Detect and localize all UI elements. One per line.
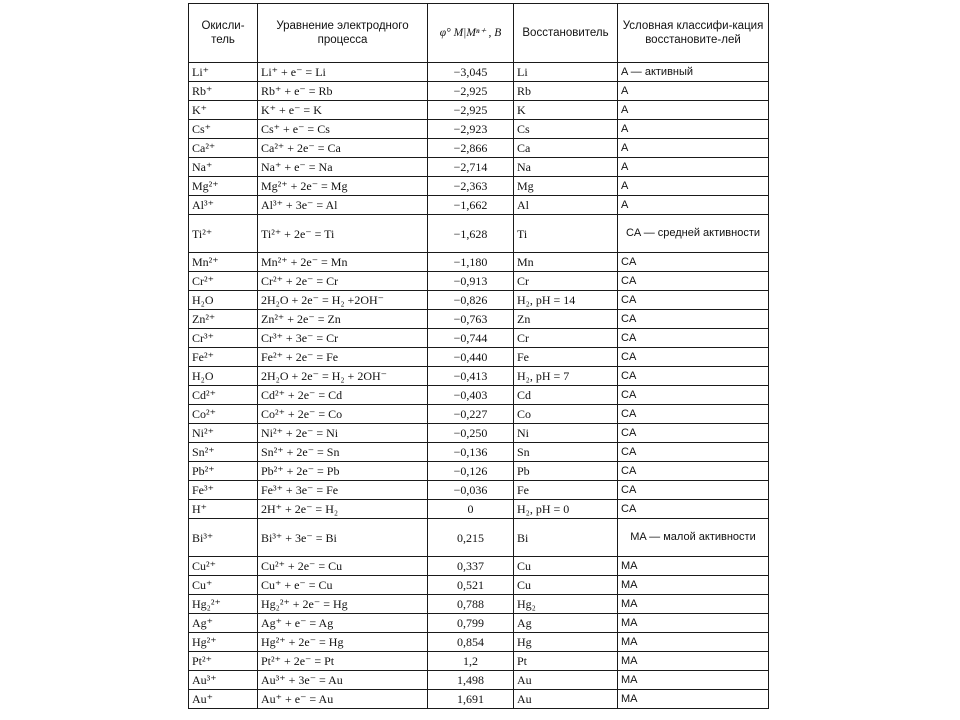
equation-cell: Fe³⁺ + 3e⁻ = Fe: [258, 481, 428, 500]
reducer-cell: Rb: [514, 82, 618, 101]
potential-cell: −1,180: [428, 253, 514, 272]
table-row: [189, 519, 769, 557]
table-row: [189, 424, 769, 443]
table-row: [189, 120, 769, 139]
equation-cell: 2H₂O + 2e⁻ = H₂ +2OH⁻: [258, 291, 428, 310]
reducer-cell: H₂, pH = 0: [514, 500, 618, 519]
classification-cell: MA: [618, 633, 769, 652]
equation-cell: Rb⁺ + e⁻ = Rb: [258, 82, 428, 101]
equation-cell: Co²⁺ + 2e⁻ = Co: [258, 405, 428, 424]
oxidizer-cell: Au³⁺: [189, 671, 258, 690]
oxidizer-cell: Sn²⁺: [189, 443, 258, 462]
equation-cell: 2H⁺ + 2e⁻ = H₂: [258, 500, 428, 519]
header-equation: Уравнение электродного процесса: [258, 4, 428, 63]
table-row: [189, 690, 769, 709]
header-potential: φ° M|Mⁿ⁺ , B: [428, 4, 514, 63]
potential-cell: −2,923: [428, 120, 514, 139]
equation-cell: Pt²⁺ + 2e⁻ = Pt: [258, 652, 428, 671]
reducer-cell: Mg: [514, 177, 618, 196]
oxidizer-cell: Fe³⁺: [189, 481, 258, 500]
reducer-cell: Cr: [514, 329, 618, 348]
oxidizer-cell: Mg²⁺: [189, 177, 258, 196]
table-row: [189, 367, 769, 386]
reducer-cell: Cd: [514, 386, 618, 405]
equation-cell: Ni²⁺ + 2e⁻ = Ni: [258, 424, 428, 443]
oxidizer-cell: Au⁺: [189, 690, 258, 709]
classification-cell: A — активный: [618, 63, 769, 82]
classification-cell: MA: [618, 652, 769, 671]
equation-cell: Au⁺ + e⁻ = Au: [258, 690, 428, 709]
oxidizer-cell: Cr³⁺: [189, 329, 258, 348]
table-row: [189, 557, 769, 576]
potential-cell: 0,521: [428, 576, 514, 595]
table-row: [189, 633, 769, 652]
reducer-cell: Cu: [514, 576, 618, 595]
table-body: [189, 63, 769, 709]
table-row: [189, 253, 769, 272]
equation-cell: Mn²⁺ + 2e⁻ = Mn: [258, 253, 428, 272]
oxidizer-cell: Hg₂²⁺: [189, 595, 258, 614]
oxidizer-cell: Ni²⁺: [189, 424, 258, 443]
reducer-cell: Au: [514, 690, 618, 709]
equation-cell: 2H₂O + 2e⁻ = H₂ + 2OH⁻: [258, 367, 428, 386]
table-row: [189, 177, 769, 196]
table-row: [189, 386, 769, 405]
classification-cell: A: [618, 120, 769, 139]
oxidizer-cell: Pt²⁺: [189, 652, 258, 671]
equation-cell: Al³⁺ + 3e⁻ = Al: [258, 196, 428, 215]
table-row: [189, 329, 769, 348]
oxidizer-cell: Na⁺: [189, 158, 258, 177]
equation-cell: Ag⁺ + e⁻ = Ag: [258, 614, 428, 633]
reducer-cell: H₂, pH = 7: [514, 367, 618, 386]
oxidizer-cell: Cu⁺: [189, 576, 258, 595]
classification-cell: MA: [618, 690, 769, 709]
potential-cell: −2,866: [428, 139, 514, 158]
potential-cell: −0,413: [428, 367, 514, 386]
classification-cell: CA: [618, 443, 769, 462]
classification-cell: A: [618, 101, 769, 120]
header-oxidizer: Окисли-тель: [189, 4, 258, 63]
oxidizer-cell: Cs⁺: [189, 120, 258, 139]
reducer-cell: Al: [514, 196, 618, 215]
reducer-cell: Hg: [514, 633, 618, 652]
potential-cell: 0,788: [428, 595, 514, 614]
equation-cell: Bi³⁺ + 3e⁻ = Bi: [258, 519, 428, 557]
classification-cell: CA: [618, 329, 769, 348]
potential-cell: −2,925: [428, 82, 514, 101]
table-row: [189, 576, 769, 595]
oxidizer-cell: Hg²⁺: [189, 633, 258, 652]
reducer-cell: Cu: [514, 557, 618, 576]
equation-cell: Sn²⁺ + 2e⁻ = Sn: [258, 443, 428, 462]
classification-cell: MA: [618, 671, 769, 690]
reducer-cell: Zn: [514, 310, 618, 329]
classification-cell: A: [618, 139, 769, 158]
potential-cell: 1,498: [428, 671, 514, 690]
reducer-cell: Cs: [514, 120, 618, 139]
equation-cell: Na⁺ + e⁻ = Na: [258, 158, 428, 177]
oxidizer-cell: Ca²⁺: [189, 139, 258, 158]
oxidizer-cell: Cr²⁺: [189, 272, 258, 291]
header-classification: Условная классифи-кация восстановите-лей: [618, 4, 769, 63]
reducer-cell: Sn: [514, 443, 618, 462]
equation-cell: Cr³⁺ + 3e⁻ = Cr: [258, 329, 428, 348]
table-row: [189, 82, 769, 101]
oxidizer-cell: Cu²⁺: [189, 557, 258, 576]
reducer-cell: Au: [514, 671, 618, 690]
table-row: [189, 101, 769, 120]
equation-cell: Zn²⁺ + 2e⁻ = Zn: [258, 310, 428, 329]
potential-cell: −0,403: [428, 386, 514, 405]
equation-cell: Cs⁺ + e⁻ = Cs: [258, 120, 428, 139]
header-reducer: Восстановитель: [514, 4, 618, 63]
equation-cell: K⁺ + e⁻ = K: [258, 101, 428, 120]
oxidizer-cell: Cd²⁺: [189, 386, 258, 405]
potential-cell: −0,440: [428, 348, 514, 367]
reducer-cell: Cr: [514, 272, 618, 291]
potential-cell: −0,250: [428, 424, 514, 443]
classification-cell: CA: [618, 272, 769, 291]
table-row: [189, 63, 769, 82]
equation-cell: Li⁺ + e⁻ = Li: [258, 63, 428, 82]
oxidizer-cell: Mn²⁺: [189, 253, 258, 272]
potential-cell: −0,826: [428, 291, 514, 310]
classification-cell: CA: [618, 500, 769, 519]
potential-cell: 1,691: [428, 690, 514, 709]
table-row: [189, 595, 769, 614]
equation-cell: Hg²⁺ + 2e⁻ = Hg: [258, 633, 428, 652]
classification-cell: A: [618, 158, 769, 177]
classification-cell: A: [618, 82, 769, 101]
classification-cell: MA: [618, 595, 769, 614]
oxidizer-cell: Ag⁺: [189, 614, 258, 633]
equation-cell: Mg²⁺ + 2e⁻ = Mg: [258, 177, 428, 196]
equation-cell: Cu²⁺ + 2e⁻ = Cu: [258, 557, 428, 576]
table-row: [189, 443, 769, 462]
table-row: [189, 481, 769, 500]
table-header-row: [189, 4, 769, 63]
table-row: [189, 139, 769, 158]
classification-cell: CA: [618, 348, 769, 367]
table-row: [189, 310, 769, 329]
reducer-cell: Pb: [514, 462, 618, 481]
classification-cell: CA: [618, 310, 769, 329]
potential-cell: 0,215: [428, 519, 514, 557]
potential-cell: −0,136: [428, 443, 514, 462]
oxidizer-cell: Li⁺: [189, 63, 258, 82]
equation-cell: Cu⁺ + e⁻ = Cu: [258, 576, 428, 595]
equation-cell: Pb²⁺ + 2e⁻ = Pb: [258, 462, 428, 481]
reducer-cell: Hg₂: [514, 595, 618, 614]
classification-cell: CA: [618, 481, 769, 500]
equation-cell: Ti²⁺ + 2e⁻ = Ti: [258, 215, 428, 253]
reducer-cell: Ag: [514, 614, 618, 633]
classification-cell: A: [618, 177, 769, 196]
potential-cell: −0,227: [428, 405, 514, 424]
table-row: [189, 348, 769, 367]
oxidizer-cell: H⁺: [189, 500, 258, 519]
table-row: [189, 462, 769, 481]
potential-cell: −3,045: [428, 63, 514, 82]
potential-cell: −1,662: [428, 196, 514, 215]
potential-cell: 1,2: [428, 652, 514, 671]
classification-cell: MA: [618, 614, 769, 633]
table-row: [189, 405, 769, 424]
potential-cell: 0,799: [428, 614, 514, 633]
oxidizer-cell: Pb²⁺: [189, 462, 258, 481]
table-row: [189, 215, 769, 253]
equation-cell: Fe²⁺ + 2e⁻ = Fe: [258, 348, 428, 367]
classification-cell: CA — средней активности: [618, 215, 769, 253]
reducer-cell: Na: [514, 158, 618, 177]
classification-cell: CA: [618, 462, 769, 481]
table-row: [189, 652, 769, 671]
potential-table-sheet: [188, 3, 768, 709]
equation-cell: Cd²⁺ + 2e⁻ = Cd: [258, 386, 428, 405]
classification-cell: CA: [618, 386, 769, 405]
reducer-cell: Fe: [514, 481, 618, 500]
potential-cell: 0,337: [428, 557, 514, 576]
equation-cell: Cr²⁺ + 2e⁻ = Cr: [258, 272, 428, 291]
classification-cell: A: [618, 196, 769, 215]
reducer-cell: Bi: [514, 519, 618, 557]
potential-cell: −2,714: [428, 158, 514, 177]
oxidizer-cell: K⁺: [189, 101, 258, 120]
classification-cell: CA: [618, 405, 769, 424]
potential-cell: −0,744: [428, 329, 514, 348]
potential-cell: −0,763: [428, 310, 514, 329]
table-row: [189, 671, 769, 690]
oxidizer-cell: Rb⁺: [189, 82, 258, 101]
reducer-cell: Li: [514, 63, 618, 82]
reducer-cell: Ca: [514, 139, 618, 158]
reducer-cell: Ni: [514, 424, 618, 443]
reducer-cell: Ti: [514, 215, 618, 253]
classification-cell: CA: [618, 367, 769, 386]
classification-cell: CA: [618, 291, 769, 310]
table-row: [189, 291, 769, 310]
potential-cell: −0,126: [428, 462, 514, 481]
reducer-cell: H₂, pH = 14: [514, 291, 618, 310]
potential-cell: −2,363: [428, 177, 514, 196]
table-row: [189, 500, 769, 519]
oxidizer-cell: Ti²⁺: [189, 215, 258, 253]
oxidizer-cell: Zn²⁺: [189, 310, 258, 329]
potential-cell: −0,036: [428, 481, 514, 500]
classification-cell: MA: [618, 557, 769, 576]
classification-cell: MA: [618, 576, 769, 595]
reducer-cell: Fe: [514, 348, 618, 367]
table-row: [189, 272, 769, 291]
electrode-potential-table: [188, 3, 769, 709]
potential-cell: −0,913: [428, 272, 514, 291]
potential-cell: −1,628: [428, 215, 514, 253]
classification-cell: CA: [618, 253, 769, 272]
reducer-cell: Pt: [514, 652, 618, 671]
oxidizer-cell: Fe²⁺: [189, 348, 258, 367]
oxidizer-cell: Al³⁺: [189, 196, 258, 215]
equation-cell: Hg₂²⁺ + 2e⁻ = Hg: [258, 595, 428, 614]
potential-cell: 0,854: [428, 633, 514, 652]
oxidizer-cell: H₂O: [189, 291, 258, 310]
table-row: [189, 614, 769, 633]
oxidizer-cell: Co²⁺: [189, 405, 258, 424]
table-row: [189, 158, 769, 177]
classification-cell: CA: [618, 424, 769, 443]
potential-cell: 0: [428, 500, 514, 519]
classification-cell: MA — малой активности: [618, 519, 769, 557]
potential-cell: −2,925: [428, 101, 514, 120]
reducer-cell: Co: [514, 405, 618, 424]
table-row: [189, 196, 769, 215]
equation-cell: Au³⁺ + 3e⁻ = Au: [258, 671, 428, 690]
reducer-cell: Mn: [514, 253, 618, 272]
equation-cell: Ca²⁺ + 2e⁻ = Ca: [258, 139, 428, 158]
oxidizer-cell: Bi³⁺: [189, 519, 258, 557]
oxidizer-cell: H₂O: [189, 367, 258, 386]
reducer-cell: K: [514, 101, 618, 120]
